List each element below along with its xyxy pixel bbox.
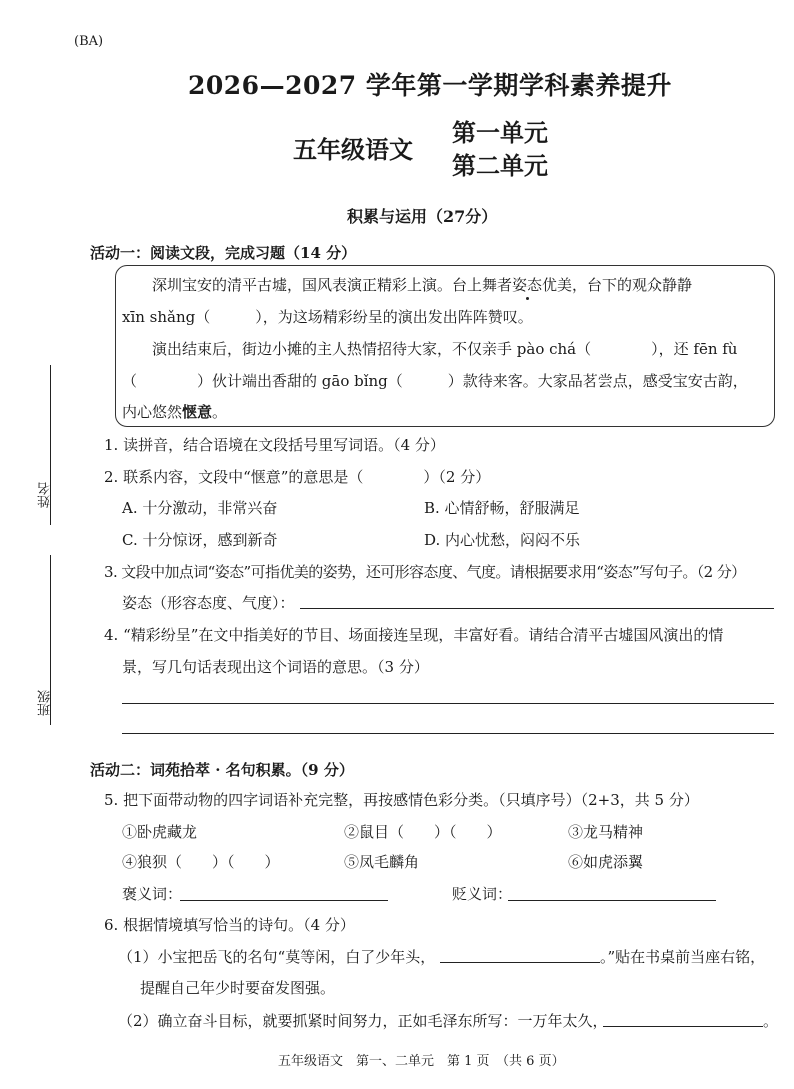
- passage-line-5: 内心悠然惬意。: [122, 403, 228, 421]
- answer-line-q4-2[interactable]: [122, 733, 774, 734]
- negative-answer-line[interactable]: [508, 900, 716, 901]
- option-a[interactable]: A. 十分激动，非常兴奋: [122, 499, 278, 517]
- section-heading: 积累与运用（27分）: [347, 207, 498, 226]
- option-c[interactable]: C. 十分惊讶，感到新奇: [122, 531, 278, 549]
- poem-blank-1-text: （1）小宝把岳飞的名句“莫等闲，白了少年头，: [118, 948, 436, 966]
- question-1: 1. 读拼音，结合语境在文段括号里写词语。（4 分）: [104, 436, 445, 454]
- positive-label: 褒义词：: [122, 885, 183, 903]
- passage-line-2: xīn shǎng（ ），为这场精彩纷呈的演出发出阵阵赞叹。: [122, 308, 533, 326]
- activity-two-title: 活动二：词苑拾萃 · 名句积累。（9 分）: [90, 761, 354, 779]
- answer-line-q3[interactable]: [300, 608, 774, 609]
- paper-code: (BA): [74, 34, 104, 49]
- unit-one-label: 第一单元: [452, 118, 548, 147]
- subject-label: 五年级语文: [293, 135, 413, 164]
- option-d[interactable]: D. 内心忧愁，闷闷不乐: [424, 531, 581, 549]
- poem-blank-2-text: （2）确立奋斗目标，就要抓紧时间努力，正如毛泽东所写：一万年太久，: [118, 1012, 608, 1030]
- question-4-line-1: 4. “精彩纷呈”在文中指美好的节目、场面接连呈现，丰富好看。请结合清平古墟国风演出的情: [104, 626, 724, 644]
- question-5: 5. 把下面带动物的四字词语补充完整，再按感情色彩分类。（只填序号）（2+3，共 5 分）: [104, 791, 699, 809]
- unit-two-label: 第二单元: [452, 151, 548, 180]
- idiom-item-4: ④狼狈（ ）（ ）: [122, 853, 280, 871]
- idiom-item-3: ③龙马精神: [568, 823, 644, 841]
- positive-answer-line[interactable]: [180, 900, 388, 901]
- question-4-line-2: 景，写几句话表现出这个词语的意思。（3 分）: [122, 658, 429, 676]
- poem-blank-1[interactable]: [440, 962, 600, 963]
- idiom-item-5: ⑤凤毛麟角: [344, 853, 420, 871]
- class-side-label: 班级: [38, 690, 53, 716]
- name-side-label: 姓名: [38, 482, 53, 508]
- exam-title: 2026—2027 学年第一学期学科素养提升: [188, 71, 672, 100]
- dotted-word: 姿态: [512, 276, 543, 294]
- question-3-prompt: 姿态（形容态度、气度）：: [122, 594, 295, 612]
- bold-word: 惬意: [182, 403, 213, 421]
- poem-blank-2-tail: 。: [763, 1012, 779, 1030]
- idiom-item-6: ⑥如虎添翼: [568, 853, 644, 871]
- negative-label: 贬义词：: [452, 885, 513, 903]
- answer-line-q4-1[interactable]: [122, 703, 774, 704]
- passage-line-3: 演出结束后，街边小摊的主人热情招待大家，不仅亲手 pào chá（ ），还 fēn fù: [152, 340, 738, 358]
- activity-one-title: 活动一：阅读文段，完成习题（14 分）: [90, 244, 357, 262]
- poem-blank-1-line-2: 提醒自己年少时要奋发图强。: [140, 979, 336, 997]
- idiom-item-2: ②鼠目（ ）（ ）: [344, 823, 502, 841]
- question-2: 2. 联系内容，文段中“惬意”的意思是（ ）（2 分）: [104, 468, 491, 486]
- option-b[interactable]: B. 心情舒畅，舒服满足: [424, 499, 580, 517]
- passage-line-4: （ ）伙计端出香甜的 gāo bǐng（ ）款待来客。大家品茗尝点，感受宝安古韵，: [122, 372, 748, 390]
- idiom-item-1: ①卧虎藏龙: [122, 823, 198, 841]
- poem-blank-1-tail: 。”贴在书桌前当座右铭，: [600, 948, 766, 966]
- passage-line-1: 深圳宝安的清平古墟，国风表演正精彩上演。台上舞者姿态优美，台下的观众静静: [152, 276, 693, 294]
- question-3: 3. 文段中加点词“姿态”可指优美的姿势，还可形容态度、气度。请根据要求用“姿态”写句子。（2 分）: [104, 563, 746, 581]
- page-footer: 五年级语文 第一、二单元 第 1 页 （共 6 页）: [278, 1054, 565, 1069]
- question-6: 6. 根据情境填写恰当的诗句。（4 分）: [104, 916, 355, 934]
- poem-blank-2[interactable]: [603, 1026, 763, 1027]
